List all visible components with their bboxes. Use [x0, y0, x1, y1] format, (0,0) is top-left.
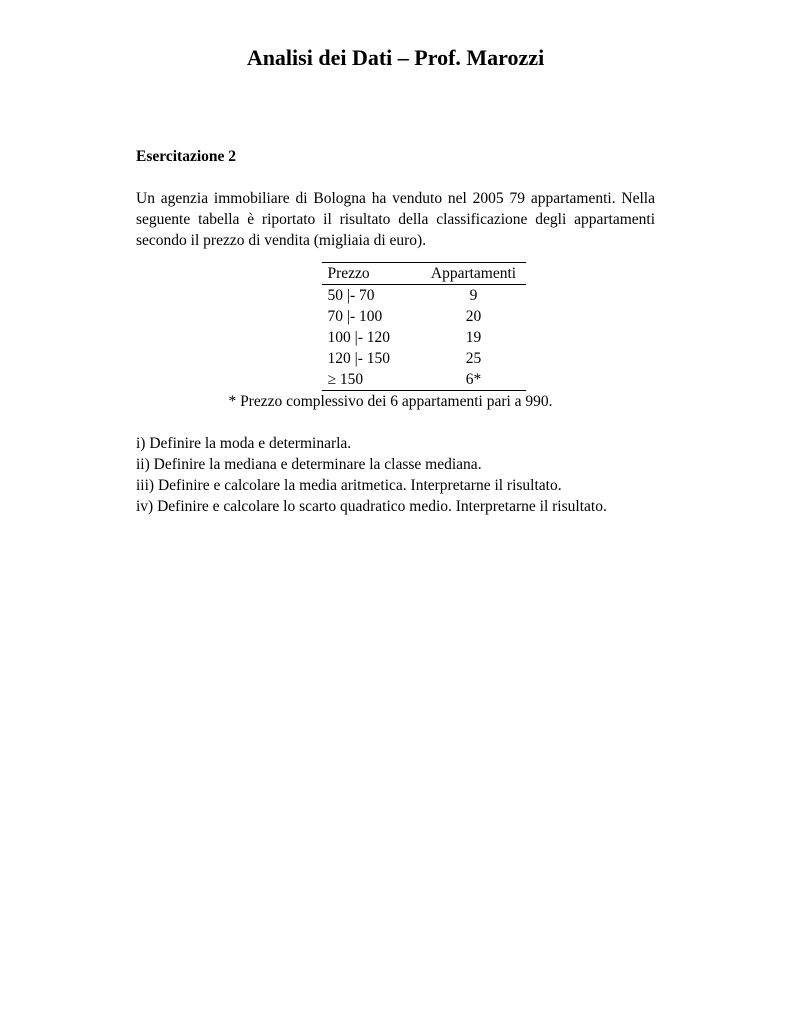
count-cell: 9 [469, 287, 478, 304]
table-header-row [322, 263, 526, 285]
column-header-apartments: Appartamenti [422, 263, 526, 285]
exercise-intro: Un agenzia immobiliare di Bologna ha venduto nel 2005 79 appartamenti. Nella seguente tabella è riportato il risultato della classificazione degli appartamenti secondo il prezzo di vendita (migliaia di euro). [136, 190, 655, 249]
table-row [322, 327, 526, 348]
table-row [322, 285, 526, 307]
price-table-container [136, 262, 655, 391]
table-row [322, 348, 526, 369]
price-cell: ≥ 150 [322, 369, 422, 391]
question-item: iii) Definire e calcolare la media aritmetica. Interpretarne il risultato. [136, 477, 562, 494]
count-cell: 20 [465, 308, 482, 325]
page-title: Analisi dei Dati – Prof. Marozzi [246, 45, 545, 70]
question-item: ii) Definire la mediana e determinare la classe mediana. [136, 456, 482, 473]
price-table [322, 262, 526, 391]
price-cell: 100 |- 120 [327, 329, 391, 346]
exercise-heading: Esercitazione 2 [136, 148, 237, 165]
questions-list [136, 433, 655, 517]
table-row [322, 306, 526, 327]
count-cell: 25 [465, 350, 482, 367]
table-footnote: * Prezzo complessivo dei 6 appartamenti pari a 990. [228, 393, 553, 410]
count-cell: 6* [422, 369, 526, 391]
price-cell: 120 |- 150 [327, 350, 391, 367]
count-cell: 19 [465, 329, 482, 346]
exercise-content [136, 146, 655, 517]
table-row [322, 369, 526, 391]
question-item: iv) Definire e calcolare lo scarto quadratico medio. Interpretarne il risultato. [136, 498, 607, 515]
price-cell: 70 |- 100 [327, 308, 383, 325]
question-item: i) Definire la moda e determinarla. [136, 435, 352, 452]
column-header-price: Prezzo [322, 263, 422, 285]
price-cell: 50 |- 70 [327, 287, 375, 304]
